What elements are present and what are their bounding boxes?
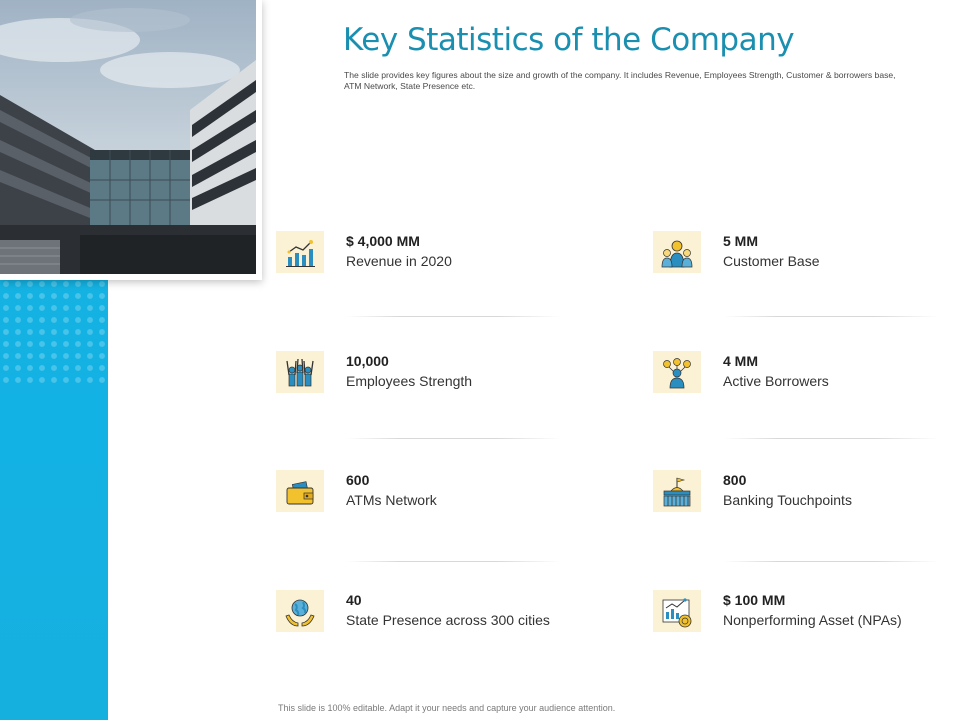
- divider: [346, 438, 561, 439]
- stat-revenue: [276, 231, 566, 291]
- divider: [724, 561, 939, 562]
- stat-label: Active Borrowers: [723, 373, 829, 389]
- stat-atms: [276, 470, 566, 530]
- divider: [724, 316, 939, 317]
- stat-value: 10,000: [346, 353, 389, 369]
- stat-label: Nonperforming Asset (NPAs): [723, 612, 902, 628]
- stat-banking-touchpoints: [653, 470, 943, 530]
- stat-value: 600: [346, 472, 370, 488]
- borrower-ideas-icon: [653, 351, 701, 393]
- globe-hands-icon: [276, 590, 324, 632]
- stat-label: Revenue in 2020: [346, 253, 452, 269]
- page-title: Key Statistics of the Company: [343, 22, 795, 58]
- building-illustration: [0, 0, 256, 274]
- npa-chart-coin-icon: [653, 590, 701, 632]
- stat-state-presence: [276, 590, 566, 650]
- dot-pattern: [0, 278, 108, 388]
- wallet-cash-icon: [276, 470, 324, 512]
- stat-value: 5 MM: [723, 233, 758, 249]
- stat-active-borrowers: [653, 351, 943, 411]
- stat-employees: [276, 351, 566, 411]
- stat-value: 800: [723, 472, 747, 488]
- stat-label: Customer Base: [723, 253, 820, 269]
- bar-chart-growth-icon: [276, 231, 324, 273]
- stat-label: State Presence across 300 cities: [346, 612, 550, 628]
- footer-note: This slide is 100% editable. Adapt it your needs and capture your audience attention.: [278, 703, 616, 713]
- stat-label: ATMs Network: [346, 492, 437, 508]
- page-subtitle: The slide provides key figures about the size and growth of the company. It includes Revenue, Employees Strength, Customer & borrowers base, ATM Network, State Presence etc.: [344, 70, 896, 91]
- stat-value: 4 MM: [723, 353, 758, 369]
- stat-value: $ 100 MM: [723, 592, 786, 608]
- stat-customer-base: [653, 231, 943, 291]
- divider: [346, 316, 561, 317]
- stat-value: $ 4,000 MM: [346, 233, 420, 249]
- stat-label: Banking Touchpoints: [723, 492, 852, 508]
- stat-value: 40: [346, 592, 362, 608]
- building-photo: [0, 0, 262, 280]
- divider: [724, 438, 939, 439]
- bank-branch-icon: [653, 470, 701, 512]
- stat-npas: [653, 590, 943, 650]
- divider: [346, 561, 561, 562]
- customers-group-icon: [653, 231, 701, 273]
- team-hands-up-icon: [276, 351, 324, 393]
- stat-label: Employees Strength: [346, 373, 473, 389]
